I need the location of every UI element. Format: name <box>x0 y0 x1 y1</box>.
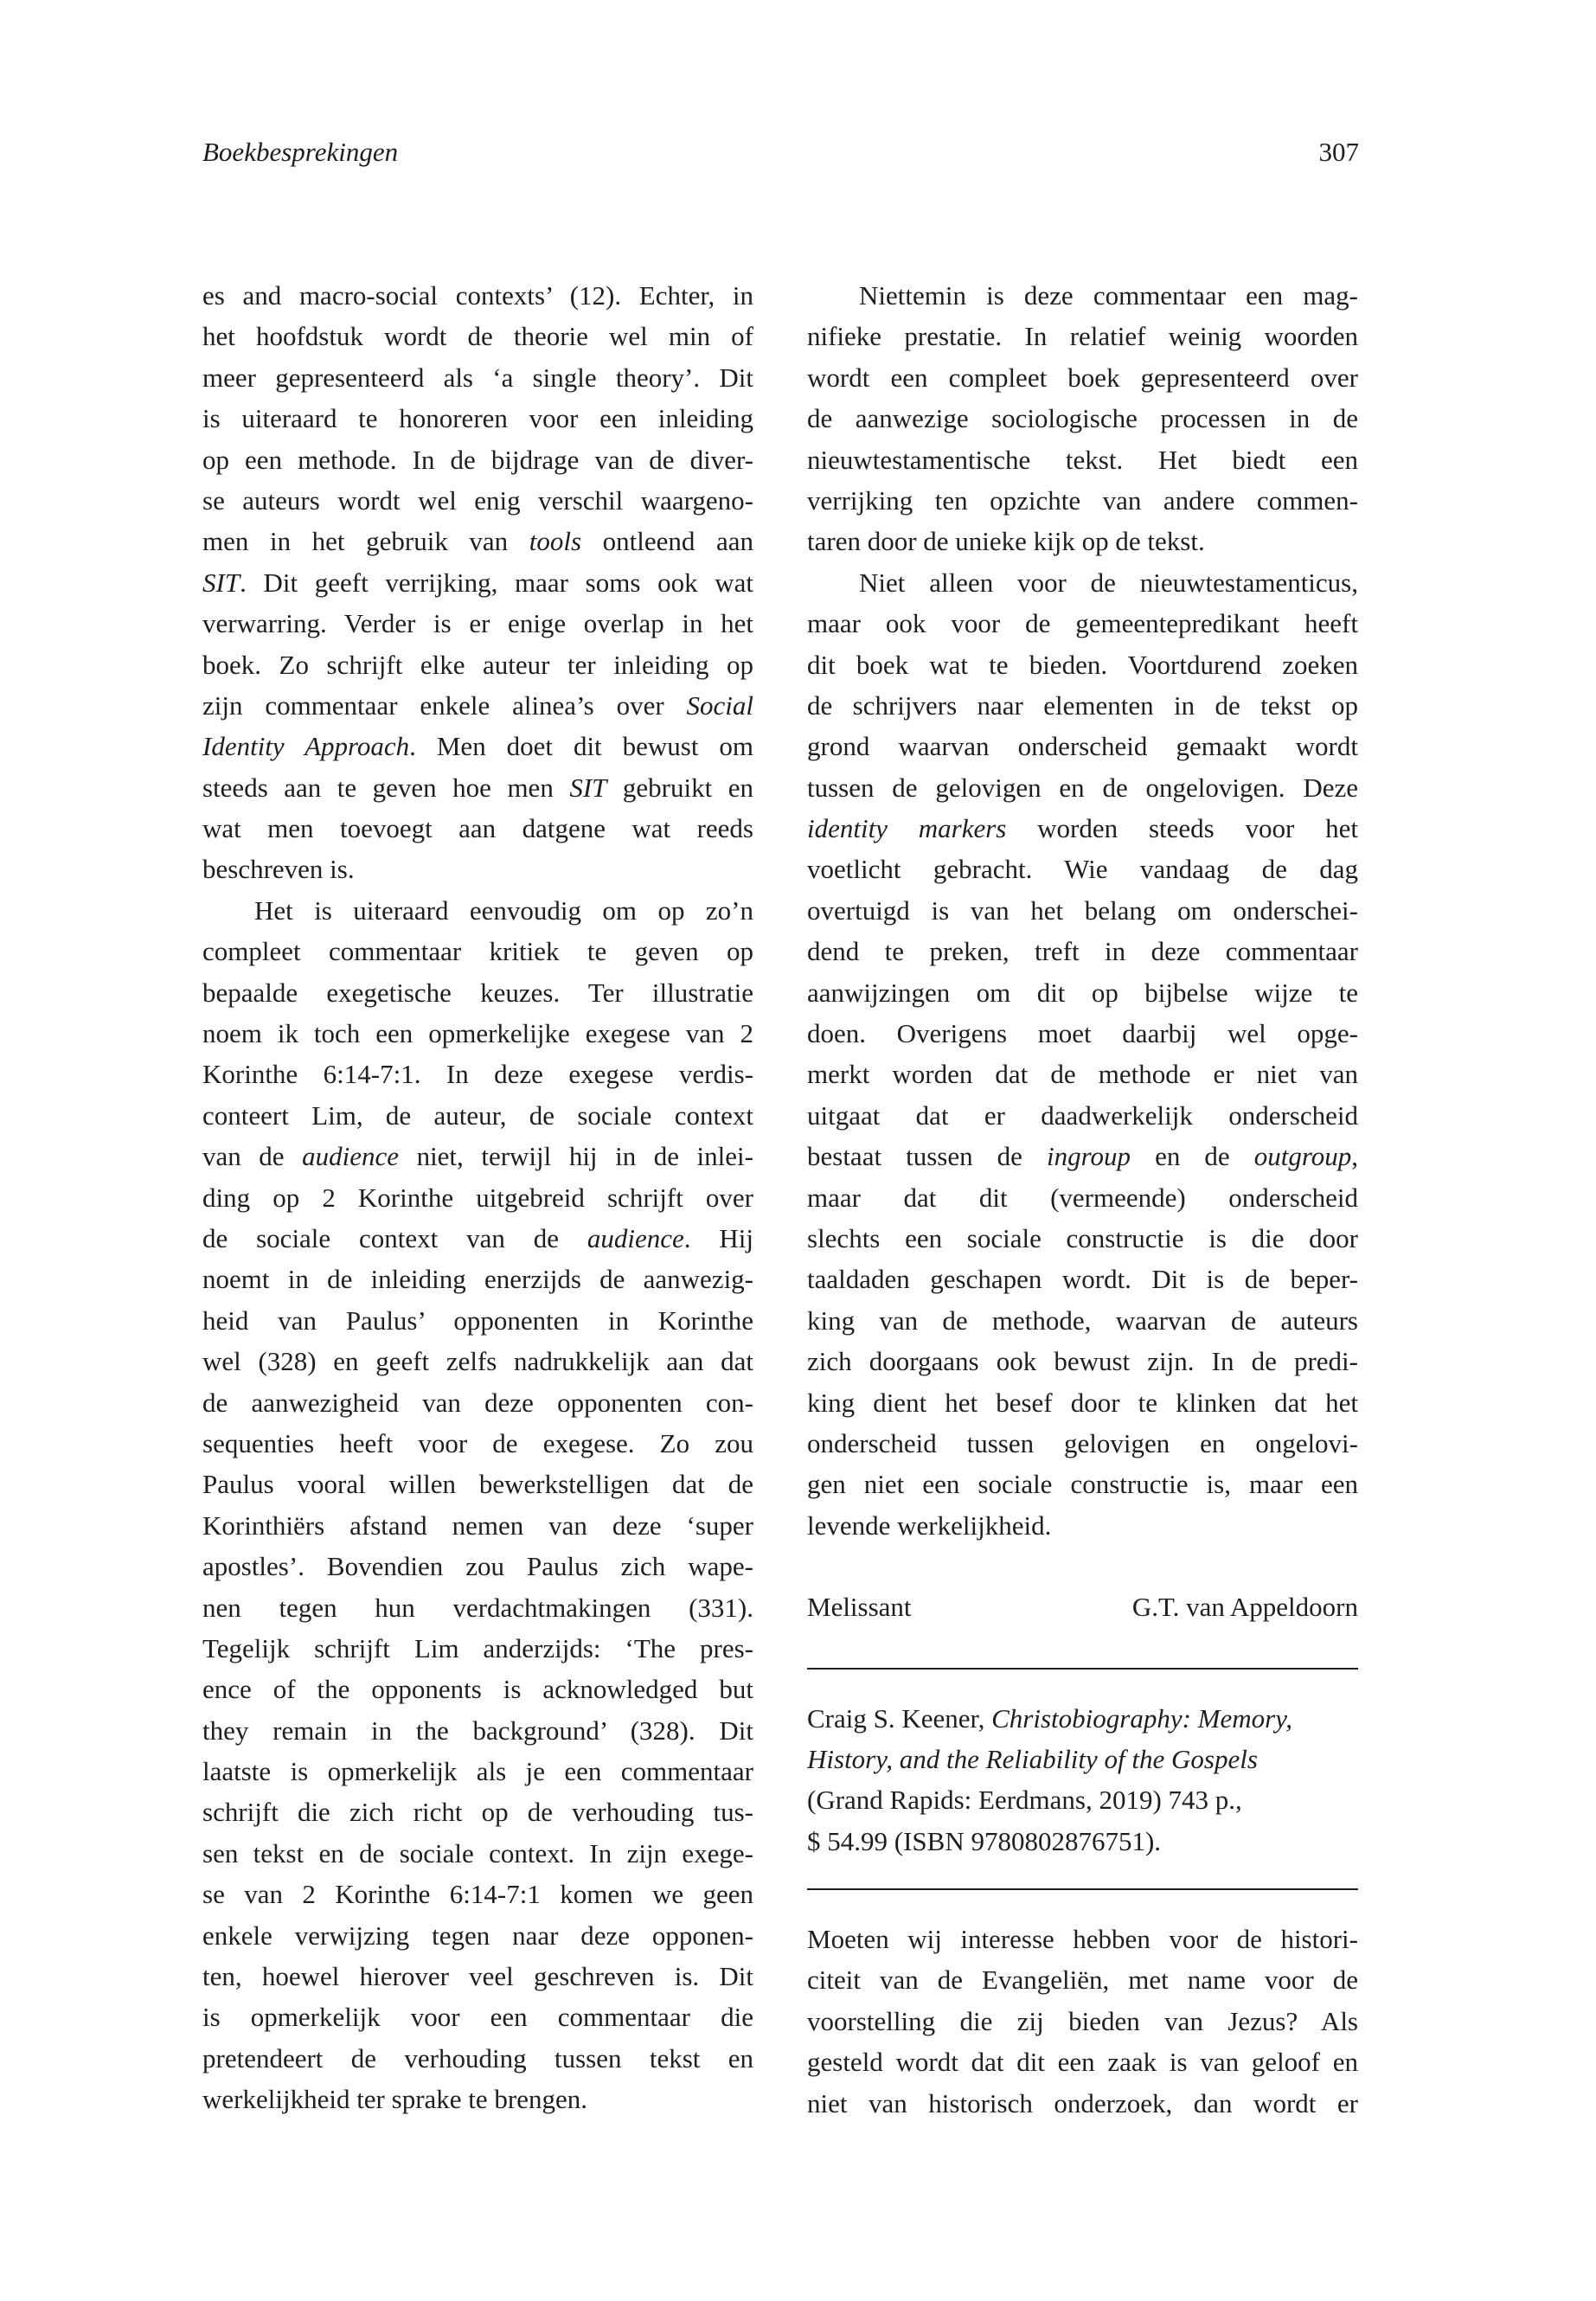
right-column <box>807 275 1358 2124</box>
text-line: es and macro-social contexts’ (12). Echter, in <box>202 280 753 311</box>
text-line: maar dat dit (vermeende) onderscheid <box>807 1182 1358 1213</box>
text-line: is uiteraard te honoreren voor een inleiding <box>202 403 753 434</box>
text-line: aanwijzingen om dit op bijbelse wijze te <box>807 977 1358 1008</box>
next-review-paragraph <box>807 1919 1358 2124</box>
text-line: werkelijkheid ter sprake te brengen. <box>202 2084 588 2115</box>
text-line: noemt in de inleiding enerzijds de aanwezig- <box>202 1264 753 1295</box>
text-line: steeds aan te geven hoe men SIT gebruikt en <box>202 772 753 803</box>
text-line: Het is uiteraard eenvoudig om op zo’n <box>254 894 753 926</box>
review-signature <box>807 1586 1358 1627</box>
text-line: taren door de unieke kijk op de tekst. <box>807 526 1205 557</box>
text-line: taaldaden geschapen wordt. Dit is de beper- <box>807 1264 1358 1295</box>
text-line: sen tekst en de sociale context. In zijn exege- <box>202 1837 753 1868</box>
text-line: bestaat tussen de ingroup en de outgroup, <box>807 1141 1358 1172</box>
text-line: levende werkelijkheid. <box>807 1509 1052 1541</box>
text-line: nifieke prestatie. In relatief weinig woorden <box>807 321 1358 352</box>
text-line: noem ik toch een opmerkelijke exegese van 2 <box>202 1018 753 1049</box>
text-line: Paulus vooral willen bewerkstelligen dat de <box>202 1469 753 1500</box>
text-line: king van de methode, waarvan de auteurs <box>807 1304 1358 1336</box>
text-line: verwarring. Verder is er enige overlap in het <box>202 608 753 639</box>
text-line: de aanwezigheid van deze opponenten con- <box>202 1387 753 1418</box>
text-line: wat men toevoegt aan datgene wat reeds <box>202 813 753 844</box>
text-line: Identity Approach. Men doet dit bewust om <box>202 731 753 762</box>
text-line: apostles’. Bovendien zou Paulus zich wape- <box>202 1551 753 1582</box>
text-line: van de audience niet, terwijl hij in de inlei- <box>202 1141 753 1172</box>
signature-reviewer: G.T. van Appeldoorn <box>1131 1592 1358 1623</box>
text-line: schrijft die zich richt op de verhouding tus- <box>202 1797 753 1828</box>
text-line: Tegelijk schrijft Lim anderzijds: ‘The pres- <box>202 1632 753 1663</box>
text-line: $ 54.99 (ISBN 9780802876751). <box>807 1825 1162 1856</box>
text-line: bepaalde exegetische keuzes. Ter illustratie <box>202 977 753 1008</box>
text-line: overtuigd is van het belang om onderschei- <box>807 894 1358 926</box>
text-line: uitgaat dat er daadwerkelijk onderscheid <box>807 1099 1358 1131</box>
text-line: beschreven is. <box>202 854 355 885</box>
text-line: ence of the opponents is acknowledged but <box>202 1674 753 1705</box>
left-paragraph <box>202 275 753 890</box>
right-paragraph <box>807 275 1358 562</box>
text-line: niet van historisch onderzoek, dan wordt er <box>807 2087 1358 2118</box>
running-head: Boekbesprekingen <box>202 137 399 167</box>
text-line: se van 2 Korinthe 6:14-7:1 komen we geen <box>202 1879 753 1910</box>
text-line: doen. Overigens moet daarbij wel opge- <box>807 1018 1358 1049</box>
text-line: Moeten wij interesse hebben voor de histori- <box>807 1924 1358 1955</box>
text-line: tussen de gelovigen en de ongelovigen. Deze <box>807 772 1358 803</box>
text-line: onderscheid tussen gelovigen en ongelovi- <box>807 1427 1358 1458</box>
divider-top <box>807 1668 1358 1670</box>
text-line: wel (328) en geeft zelfs nadrukkelijk aan dat <box>202 1346 753 1377</box>
text-line: verrijking ten opzichte van andere commen- <box>807 484 1358 516</box>
text-line: het hoofdstuk wordt de theorie wel min of <box>202 321 753 352</box>
text-line: gesteld wordt dat dit een zaak is van geloof en <box>807 2047 1358 2078</box>
text-line: dend te preken, treft in deze commentaar <box>807 936 1358 967</box>
text-line: de sociale context van de audience. Hij <box>202 1222 753 1253</box>
text-line: wordt een compleet boek gepresenteerd over <box>807 362 1358 393</box>
text-line: grond waarvan onderscheid gemaakt wordt <box>807 731 1358 762</box>
text-line: dit boek wat te bieden. Voortdurend zoeken <box>807 649 1358 680</box>
right-paragraph <box>807 562 1358 1546</box>
left-column <box>202 275 753 2120</box>
text-line: SIT. Dit geeft verrijking, maar soms ook wat <box>202 567 753 598</box>
text-line: is opmerkelijk voor een commentaar die <box>202 2002 753 2033</box>
text-line: nieuwtestamentische tekst. Het biedt een <box>807 444 1358 475</box>
text-line: Niettemin is deze commentaar een mag- <box>859 280 1358 311</box>
divider-bottom <box>807 1888 1358 1890</box>
text-line: merkt worden dat de methode er niet van <box>807 1059 1358 1090</box>
text-line: ding op 2 Korinthe uitgebreid schrijft over <box>202 1182 753 1213</box>
text-line: (Grand Rapids: Eerdmans, 2019) 743 p., <box>807 1785 1242 1816</box>
text-line: zijn commentaar enkele alinea’s over Social <box>202 689 753 721</box>
page-number: 307 <box>1318 137 1359 167</box>
right-paragraphs <box>807 275 1358 1546</box>
text-line: se auteurs wordt wel enig verschil waargeno- <box>202 484 753 516</box>
text-line: compleet commentaar kritiek te geven op <box>202 936 753 967</box>
text-line: men in het gebruik van tools ontleend aan <box>202 526 753 557</box>
text-line: gen niet een sociale constructie is, maar een <box>807 1469 1358 1500</box>
text-line: op een methode. In de bijdrage van de diver- <box>202 444 753 475</box>
text-line: pretendeert de verhouding tussen tekst en <box>202 2042 753 2073</box>
text-line: heid van Paulus’ opponenten in Korinthe <box>202 1304 753 1336</box>
text-line: zich doorgaans ook bewust zijn. In de predi- <box>807 1346 1358 1377</box>
text-line: they remain in the background’ (328). Dit <box>202 1715 753 1746</box>
text-line: maar ook voor de gemeentepredikant heeft <box>807 608 1358 639</box>
text-line: sequenties heeft voor de exegese. Zo zou <box>202 1427 753 1458</box>
text-line: Korinthiërs afstand nemen van deze ‘super <box>202 1509 753 1541</box>
text-line: de aanwezige sociologische processen in de <box>807 403 1358 434</box>
text-line: citeit van de Evangeliën, met name voor de <box>807 1965 1358 1996</box>
text-line: voetlicht gebracht. Wie vandaag de dag <box>807 854 1358 885</box>
text-line: Korinthe 6:14-7:1. In deze exegese verdis- <box>202 1059 753 1090</box>
text-line: Niet alleen voor de nieuwtestamenticus, <box>859 567 1358 598</box>
text-line: boek. Zo schrijft elke auteur ter inleiding op <box>202 649 753 680</box>
signature-place: Melissant <box>807 1592 912 1623</box>
text-line: slechts een sociale constructie is die door <box>807 1222 1358 1253</box>
text-line: Craig S. Keener, Christobiography: Memory, <box>807 1702 1292 1734</box>
text-line: de schrijvers naar elementen in de tekst op <box>807 689 1358 721</box>
text-line: ten, hoewel hierover veel geschreven is. Dit <box>202 1961 753 1992</box>
text-line: voorstelling die zij bieden van Jezus? Als <box>807 2005 1358 2036</box>
text-line: laatste is opmerkelijk als je een commentaar <box>202 1756 753 1787</box>
text-line: meer gepresenteerd als ‘a single theory’. Dit <box>202 362 753 393</box>
text-line: king dient het besef door te klinken dat het <box>807 1387 1358 1418</box>
text-line: conteert Lim, de auteur, de sociale context <box>202 1099 753 1131</box>
text-line: identity markers worden steeds voor het <box>807 813 1358 844</box>
text-line: History, and the Reliability of the Gospels <box>807 1743 1258 1774</box>
text-line: enkele verwijzing tegen naar deze opponen- <box>202 1920 753 1951</box>
book-citation <box>807 1698 1358 1862</box>
left-paragraph <box>202 890 753 2120</box>
text-line: nen tegen hun verdachtmakingen (331). <box>202 1592 753 1623</box>
